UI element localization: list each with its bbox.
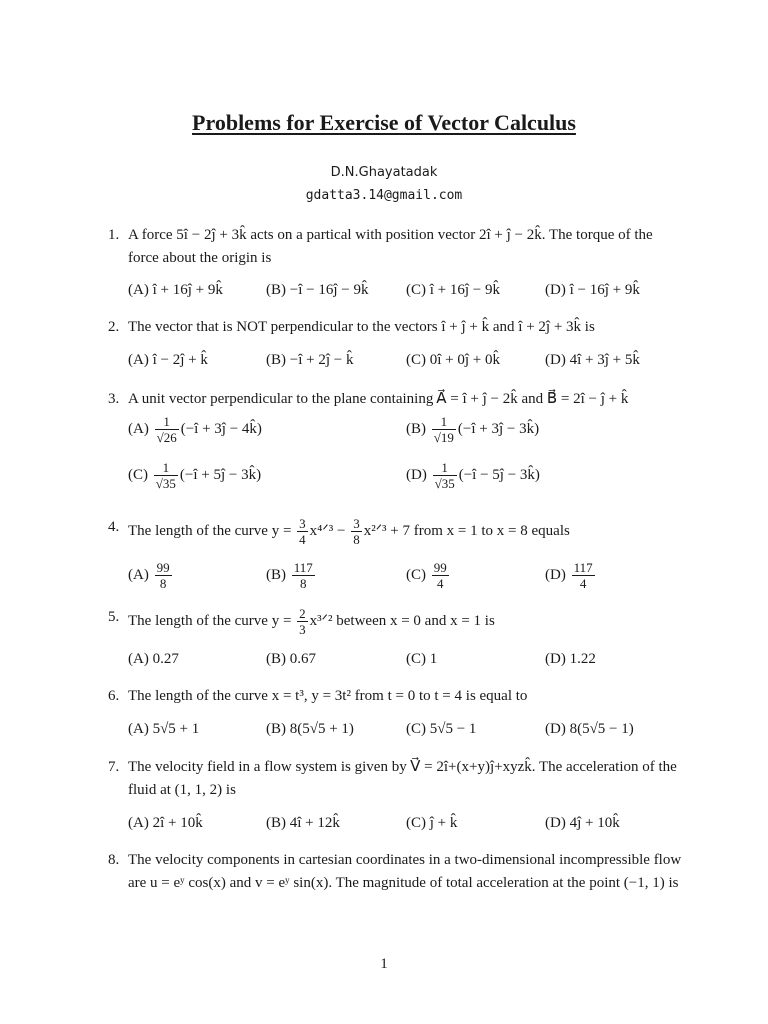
page-title: Problems for Exercise of Vector Calculus xyxy=(192,110,576,135)
question-1 xyxy=(108,224,683,270)
option-a xyxy=(128,414,262,445)
fraction xyxy=(155,560,172,591)
question-number: 5. xyxy=(108,609,120,625)
option-a: (A) 0.27 xyxy=(128,651,179,667)
option-c: (C) ĵ + k̂ xyxy=(406,815,458,831)
fraction-numerator: 117 xyxy=(573,560,593,575)
option-a: (A) 5√5 + 1 xyxy=(128,721,200,737)
fraction-denominator: 4 xyxy=(299,532,306,547)
option-d: (D) 8(5√5 − 1) xyxy=(545,721,634,737)
option-label: (B) xyxy=(406,420,426,437)
text-segment: x³ᐟ² between x = 0 and x = 1 is xyxy=(309,612,495,629)
question-number: 3. xyxy=(108,391,120,407)
option-label: (A) xyxy=(128,420,149,437)
fraction xyxy=(572,560,595,591)
question-text: A force 5î − 2ĵ + 3k̂ acts on a partical with position vector 2î + ĵ − 2k̂. The torque of the force about the origin is xyxy=(128,227,653,266)
option-c xyxy=(128,460,261,491)
question-2 xyxy=(108,316,683,339)
option-d: (D) î − 16ĵ + 9k̂ xyxy=(545,282,640,298)
option-d xyxy=(545,560,597,591)
fraction-numerator: 117 xyxy=(293,560,313,575)
option-a xyxy=(128,560,174,591)
option-c: (C) 0î + 0ĵ + 0k̂ xyxy=(406,352,500,368)
fraction-numerator: 3 xyxy=(353,516,360,531)
fraction-denominator: 8 xyxy=(353,532,360,547)
fraction-numerator: 1 xyxy=(433,460,457,476)
fraction xyxy=(292,560,315,591)
fraction-denominator: 4 xyxy=(579,576,587,591)
option-c xyxy=(406,560,451,591)
option-d xyxy=(406,460,540,491)
fraction-numerator: 1 xyxy=(154,460,178,476)
option-a: (A) 2î + 10k̂ xyxy=(128,815,203,831)
option-c: (C) î + 16ĵ − 9k̂ xyxy=(406,282,500,298)
option-b: (B) 8(5√5 + 1) xyxy=(266,721,354,737)
fraction-numerator: 3 xyxy=(299,516,306,531)
option-b xyxy=(406,414,539,445)
question-3 xyxy=(108,388,683,411)
option-label: (C) xyxy=(406,566,426,583)
question-4 xyxy=(108,516,683,547)
question-text: The vector that is NOT perpendicular to the vectors î + ĵ + k̂ and î + 2ĵ + 3k̂ is xyxy=(128,319,595,335)
fraction xyxy=(297,516,308,547)
option-c: (C) 1 xyxy=(406,651,438,667)
option-label: (D) xyxy=(406,466,427,483)
question-number: 8. xyxy=(108,852,120,868)
fraction xyxy=(155,414,179,445)
fraction xyxy=(351,516,362,547)
option-b: (B) 4î + 12k̂ xyxy=(266,815,340,831)
option-expression: (−î + 5ĵ − 3k̂) xyxy=(179,466,262,483)
option-b: (B) −î − 16ĵ − 9k̂ xyxy=(266,282,369,298)
fraction xyxy=(154,460,178,491)
fraction-numerator: 2 xyxy=(299,606,306,621)
question-text: A unit vector perpendicular to the plane containing A⃗ = î + ĵ − 2k̂ and B⃗ = 2î − ĵ + k̂ xyxy=(128,391,629,407)
fraction-denominator: √19 xyxy=(433,430,454,445)
question-7 xyxy=(108,756,683,802)
fraction-denominator: √35 xyxy=(155,476,176,491)
option-label: (B) xyxy=(266,566,286,583)
text-segment: The length of the curve y = xyxy=(128,522,292,539)
option-d: (D) 4ĵ + 10k̂ xyxy=(545,815,620,831)
option-expression: (−î − 5ĵ − 3k̂) xyxy=(458,466,540,483)
option-label: (C) xyxy=(128,466,148,483)
option-a: (A) î + 16ĵ + 9k̂ xyxy=(128,282,223,298)
option-b: (B) −î + 2ĵ − k̂ xyxy=(266,352,354,368)
option-d: (D) 1.22 xyxy=(545,651,596,667)
fraction-denominator: 4 xyxy=(437,576,444,591)
option-b xyxy=(266,560,317,591)
fraction-denominator: 3 xyxy=(299,622,306,637)
fraction-numerator: 99 xyxy=(433,560,447,575)
option-d: (D) 4î + 3ĵ + 5k̂ xyxy=(545,352,640,368)
question-5 xyxy=(108,606,683,637)
option-a: (A) î − 2ĵ + k̂ xyxy=(128,352,208,368)
text-segment: The length of the curve y = xyxy=(128,612,292,629)
text-segment: x⁴ᐟ³ − xyxy=(309,522,346,539)
fraction-numerator: 1 xyxy=(432,414,456,430)
question-6 xyxy=(108,685,683,708)
fraction-denominator: √26 xyxy=(156,430,177,445)
question-number: 4. xyxy=(108,519,120,535)
fraction-denominator: 8 xyxy=(159,576,167,591)
fraction xyxy=(432,414,456,445)
question-number: 2. xyxy=(108,319,120,335)
option-expression: (−î + 3ĵ − 4k̂) xyxy=(180,420,262,437)
text-segment: x²ᐟ³ + 7 from x = 1 to x = 8 equals xyxy=(363,522,570,539)
question-number: 1. xyxy=(108,227,120,243)
option-b: (B) 0.67 xyxy=(266,651,316,667)
question-text: The length of the curve x = t³, y = 3t² from t = 0 to t = 4 is equal to xyxy=(128,688,528,704)
option-label: (D) xyxy=(545,566,566,583)
author-name: D.N.Ghayatadak xyxy=(330,165,438,180)
option-c: (C) 5√5 − 1 xyxy=(406,721,477,737)
fraction-denominator: 8 xyxy=(300,576,307,591)
option-label: (A) xyxy=(128,566,149,583)
question-text xyxy=(128,606,683,637)
page-number: 1 xyxy=(380,956,388,972)
fraction-denominator: √35 xyxy=(434,476,455,491)
question-text xyxy=(128,516,683,547)
fraction xyxy=(297,606,308,637)
question-text: The velocity components in cartesian coordinates in a two-dimensional incompressible flow are u = eʸ cos(x) and v = eʸ sin(x). The magnitude of total acceleration at the point (−1, 1) is xyxy=(128,852,682,891)
question-number: 7. xyxy=(108,759,120,775)
question-text: The velocity field in a flow system is given by V⃗ = 2î+(x+y)ĵ+xyzk̂. The acceleration of the fluid at (1, 1, 2) is xyxy=(128,759,677,798)
fraction-numerator: 99 xyxy=(156,560,170,575)
question-8 xyxy=(108,849,683,895)
option-expression: (−î + 3ĵ − 3k̂) xyxy=(457,420,540,437)
fraction xyxy=(432,560,449,591)
author-email: gdatta3.14@gmail.com xyxy=(305,188,463,203)
fraction-numerator: 1 xyxy=(155,414,179,430)
question-number: 6. xyxy=(108,688,120,704)
fraction xyxy=(433,460,457,491)
